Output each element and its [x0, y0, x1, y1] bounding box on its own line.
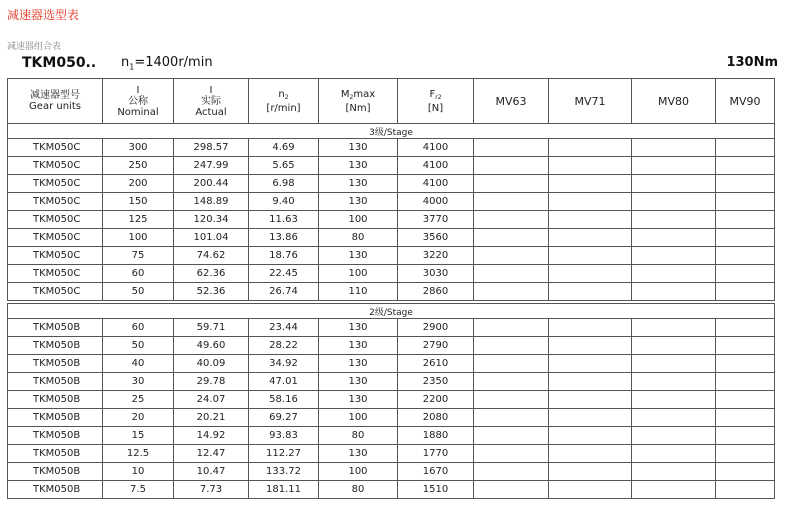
header-fr2-symbol: F: [429, 88, 436, 100]
cell-i-nominal: 25: [103, 391, 174, 409]
cell-fr2: 2900: [398, 319, 474, 337]
table-row: [8, 229, 775, 247]
cell-motor-empty: [474, 283, 549, 301]
cell-motor-empty: [716, 193, 775, 211]
header-n2: [249, 79, 319, 124]
cell-motor-empty: [474, 265, 549, 283]
input-speed: [121, 55, 213, 72]
cell-i-nominal: 100: [103, 229, 174, 247]
cell-motor-empty: [632, 247, 716, 265]
cell-gear-unit: TKM050C: [8, 175, 103, 193]
cell-i-actual: 62.36: [174, 265, 249, 283]
cell-fr2: 2350: [398, 373, 474, 391]
cell-i-nominal: 75: [103, 247, 174, 265]
cell-motor-empty: [549, 409, 632, 427]
table-row: [8, 157, 775, 175]
header-m2-unit: [Nm]: [345, 102, 371, 114]
cell-i-nominal: 50: [103, 283, 174, 301]
header-i-symbol: I: [136, 84, 140, 96]
cell-motor-empty: [474, 463, 549, 481]
cell-m2max: 130: [319, 355, 398, 373]
cell-motor-empty: [632, 373, 716, 391]
cell-motor-empty: [716, 283, 775, 301]
cell-gear-unit: TKM050C: [8, 139, 103, 157]
cell-gear-unit: TKM050B: [8, 337, 103, 355]
cell-fr2: 1880: [398, 427, 474, 445]
subtitle: 减速器组合表: [7, 42, 62, 52]
cell-n2: 11.63: [249, 211, 319, 229]
cell-motor-empty: [549, 373, 632, 391]
cell-fr2: 4100: [398, 139, 474, 157]
cell-motor-empty: [632, 355, 716, 373]
cell-fr2: 2080: [398, 409, 474, 427]
cell-fr2: 1510: [398, 481, 474, 499]
cell-n2: 112.27: [249, 445, 319, 463]
cell-m2max: 100: [319, 211, 398, 229]
cell-n2: 93.83: [249, 427, 319, 445]
table-row: [8, 175, 775, 193]
cell-motor-empty: [474, 193, 549, 211]
cell-fr2: 2790: [398, 337, 474, 355]
cell-motor-empty: [632, 319, 716, 337]
cell-i-actual: 20.21: [174, 409, 249, 427]
cell-motor-empty: [716, 139, 775, 157]
cell-i-nominal: 125: [103, 211, 174, 229]
cell-motor-empty: [632, 229, 716, 247]
cell-motor-empty: [549, 481, 632, 499]
header-mv71: MV71: [549, 79, 632, 124]
selection-table: [7, 78, 775, 499]
cell-n2: 34.92: [249, 355, 319, 373]
cell-i-nominal: 40: [103, 355, 174, 373]
cell-fr2: 4100: [398, 175, 474, 193]
header-mv80: MV80: [632, 79, 716, 124]
cell-motor-empty: [716, 445, 775, 463]
cell-m2max: 80: [319, 481, 398, 499]
cell-n2: 23.44: [249, 319, 319, 337]
header-nominal-en: Nominal: [117, 106, 159, 118]
cell-i-actual: 49.60: [174, 337, 249, 355]
cell-gear-unit: TKM050B: [8, 319, 103, 337]
cell-motor-empty: [474, 445, 549, 463]
cell-n2: 47.01: [249, 373, 319, 391]
cell-gear-unit: TKM050C: [8, 247, 103, 265]
cell-motor-empty: [716, 265, 775, 283]
cell-gear-unit: TKM050C: [8, 211, 103, 229]
cell-motor-empty: [632, 391, 716, 409]
cell-motor-empty: [549, 157, 632, 175]
cell-motor-empty: [549, 319, 632, 337]
cell-m2max: 130: [319, 247, 398, 265]
table-row: [8, 463, 775, 481]
speed-symbol: n: [121, 55, 130, 70]
cell-m2max: 80: [319, 427, 398, 445]
cell-m2max: 130: [319, 157, 398, 175]
stage-section-row: [8, 124, 775, 139]
cell-fr2: 2200: [398, 391, 474, 409]
cell-motor-empty: [474, 247, 549, 265]
cell-motor-empty: [549, 193, 632, 211]
cell-motor-empty: [549, 211, 632, 229]
table-row: [8, 193, 775, 211]
cell-n2: 13.86: [249, 229, 319, 247]
cell-motor-empty: [474, 175, 549, 193]
cell-i-actual: 59.71: [174, 319, 249, 337]
cell-n2: 181.11: [249, 481, 319, 499]
header-fr2-unit: [N]: [427, 102, 444, 114]
cell-i-nominal: 12.5: [103, 445, 174, 463]
model-code: TKM050..: [22, 55, 97, 71]
header-m2-suffix: max: [353, 88, 376, 100]
cell-n2: 26.74: [249, 283, 319, 301]
cell-motor-empty: [549, 427, 632, 445]
cell-i-actual: 10.47: [174, 463, 249, 481]
cell-m2max: 130: [319, 319, 398, 337]
cell-i-actual: 29.78: [174, 373, 249, 391]
table-header-row: [8, 79, 775, 124]
cell-motor-empty: [549, 283, 632, 301]
cell-motor-empty: [716, 247, 775, 265]
cell-motor-empty: [716, 157, 775, 175]
cell-motor-empty: [632, 409, 716, 427]
cell-motor-empty: [632, 283, 716, 301]
cell-fr2: 4100: [398, 157, 474, 175]
cell-motor-empty: [474, 373, 549, 391]
cell-motor-empty: [716, 463, 775, 481]
cell-m2max: 130: [319, 175, 398, 193]
cell-motor-empty: [716, 319, 775, 337]
cell-fr2: 3770: [398, 211, 474, 229]
cell-i-actual: 200.44: [174, 175, 249, 193]
table-row: [8, 355, 775, 373]
cell-m2max: 130: [319, 391, 398, 409]
cell-i-actual: 74.62: [174, 247, 249, 265]
stage-section-row: [8, 304, 775, 319]
cell-fr2: 1670: [398, 463, 474, 481]
header-fr2-sub: r2: [435, 93, 442, 101]
table-row: [8, 481, 775, 499]
cell-i-nominal: 150: [103, 193, 174, 211]
table-row: [8, 391, 775, 409]
cell-motor-empty: [474, 157, 549, 175]
cell-m2max: 130: [319, 373, 398, 391]
cell-m2max: 100: [319, 409, 398, 427]
cell-fr2: 2860: [398, 283, 474, 301]
cell-m2max: 130: [319, 193, 398, 211]
cell-motor-empty: [549, 445, 632, 463]
stage-label: 3级/Stage: [8, 124, 775, 139]
cell-motor-empty: [474, 409, 549, 427]
cell-motor-empty: [716, 409, 775, 427]
table-row: [8, 265, 775, 283]
cell-motor-empty: [632, 463, 716, 481]
table-row: [8, 211, 775, 229]
header-i-actual: [174, 79, 249, 124]
cell-motor-empty: [474, 481, 549, 499]
table-row: [8, 427, 775, 445]
cell-motor-empty: [474, 337, 549, 355]
cell-i-nominal: 200: [103, 175, 174, 193]
cell-motor-empty: [632, 445, 716, 463]
cell-motor-empty: [716, 355, 775, 373]
cell-motor-empty: [549, 391, 632, 409]
cell-motor-empty: [632, 157, 716, 175]
cell-fr2: 1770: [398, 445, 474, 463]
cell-motor-empty: [474, 391, 549, 409]
cell-i-actual: 52.36: [174, 283, 249, 301]
cell-i-actual: 24.07: [174, 391, 249, 409]
cell-n2: 4.69: [249, 139, 319, 157]
cell-gear-unit: TKM050B: [8, 445, 103, 463]
cell-motor-empty: [716, 175, 775, 193]
cell-motor-empty: [716, 427, 775, 445]
header-i-nominal: [103, 79, 174, 124]
cell-gear-unit: TKM050C: [8, 157, 103, 175]
table-row: [8, 319, 775, 337]
cell-i-actual: 101.04: [174, 229, 249, 247]
cell-motor-empty: [549, 139, 632, 157]
cell-i-nominal: 60: [103, 319, 174, 337]
cell-i-nominal: 20: [103, 409, 174, 427]
cell-m2max: 130: [319, 445, 398, 463]
table-row: [8, 445, 775, 463]
cell-motor-empty: [474, 211, 549, 229]
cell-i-nominal: 15: [103, 427, 174, 445]
header-n2-unit: [r/min]: [266, 102, 301, 114]
cell-gear-unit: TKM050B: [8, 391, 103, 409]
cell-motor-empty: [632, 193, 716, 211]
header-mv63: MV63: [474, 79, 549, 124]
cell-i-actual: 120.34: [174, 211, 249, 229]
cell-m2max: 100: [319, 463, 398, 481]
table-row: [8, 337, 775, 355]
cell-motor-empty: [632, 175, 716, 193]
cell-motor-empty: [549, 463, 632, 481]
header-m2-sub: 2: [349, 93, 354, 101]
cell-gear-unit: TKM050B: [8, 373, 103, 391]
header-n2-sub: 2: [284, 93, 289, 101]
table-row: [8, 139, 775, 157]
speed-subscript: 1: [129, 62, 135, 72]
table-row: [8, 409, 775, 427]
cell-i-actual: 40.09: [174, 355, 249, 373]
cell-motor-empty: [474, 139, 549, 157]
cell-fr2: 3030: [398, 265, 474, 283]
header-nominal-cn: 公称: [128, 95, 148, 107]
stage-label: 2级/Stage: [8, 304, 775, 319]
cell-m2max: 110: [319, 283, 398, 301]
cell-gear-unit: TKM050B: [8, 481, 103, 499]
cell-i-actual: 148.89: [174, 193, 249, 211]
cell-motor-empty: [474, 355, 549, 373]
cell-m2max: 80: [319, 229, 398, 247]
cell-motor-empty: [632, 427, 716, 445]
cell-motor-empty: [549, 355, 632, 373]
cell-i-nominal: 250: [103, 157, 174, 175]
cell-motor-empty: [474, 319, 549, 337]
cell-fr2: 4000: [398, 193, 474, 211]
cell-i-actual: 7.73: [174, 481, 249, 499]
cell-m2max: 100: [319, 265, 398, 283]
header-gear-cn: 减速器型号: [30, 90, 80, 101]
cell-i-actual: 247.99: [174, 157, 249, 175]
cell-gear-unit: TKM050C: [8, 265, 103, 283]
cell-gear-unit: TKM050B: [8, 409, 103, 427]
cell-i-actual: 12.47: [174, 445, 249, 463]
cell-motor-empty: [716, 229, 775, 247]
cell-n2: 9.40: [249, 193, 319, 211]
header-actual-en: Actual: [195, 106, 227, 118]
cell-i-nominal: 300: [103, 139, 174, 157]
table-row: [8, 283, 775, 301]
cell-motor-empty: [632, 481, 716, 499]
cell-i-nominal: 7.5: [103, 481, 174, 499]
cell-motor-empty: [549, 175, 632, 193]
cell-motor-empty: [716, 481, 775, 499]
header-fr2: [398, 79, 474, 124]
cell-motor-empty: [716, 211, 775, 229]
cell-m2max: 130: [319, 139, 398, 157]
cell-motor-empty: [549, 229, 632, 247]
cell-fr2: 3220: [398, 247, 474, 265]
page-title: 减速器选型表: [7, 8, 80, 22]
cell-i-actual: 298.57: [174, 139, 249, 157]
header-mv90: MV90: [716, 79, 775, 124]
cell-n2: 69.27: [249, 409, 319, 427]
header-m2-symbol: M: [340, 88, 350, 100]
table-body: [8, 124, 775, 499]
cell-fr2: 2610: [398, 355, 474, 373]
cell-motor-empty: [474, 427, 549, 445]
cell-gear-unit: TKM050C: [8, 193, 103, 211]
cell-n2: 18.76: [249, 247, 319, 265]
cell-motor-empty: [474, 229, 549, 247]
cell-i-nominal: 30: [103, 373, 174, 391]
cell-n2: 58.16: [249, 391, 319, 409]
cell-motor-empty: [632, 265, 716, 283]
header-n2-symbol: n: [278, 88, 285, 100]
cell-n2: 5.65: [249, 157, 319, 175]
cell-motor-empty: [716, 373, 775, 391]
cell-i-nominal: 10: [103, 463, 174, 481]
cell-motor-empty: [632, 337, 716, 355]
cell-i-nominal: 50: [103, 337, 174, 355]
cell-gear-unit: TKM050B: [8, 427, 103, 445]
header-gear-units: [8, 79, 103, 124]
rated-torque: 130Nm: [726, 55, 778, 70]
cell-motor-empty: [549, 337, 632, 355]
cell-i-actual: 14.92: [174, 427, 249, 445]
cell-m2max: 130: [319, 337, 398, 355]
header-gear-en: Gear units: [29, 101, 81, 112]
cell-n2: 28.22: [249, 337, 319, 355]
cell-motor-empty: [632, 139, 716, 157]
cell-gear-unit: TKM050B: [8, 463, 103, 481]
cell-motor-empty: [549, 247, 632, 265]
cell-motor-empty: [549, 265, 632, 283]
cell-gear-unit: TKM050B: [8, 355, 103, 373]
header-i-symbol: I: [209, 84, 213, 96]
cell-i-nominal: 60: [103, 265, 174, 283]
cell-fr2: 3560: [398, 229, 474, 247]
cell-gear-unit: TKM050C: [8, 229, 103, 247]
cell-n2: 6.98: [249, 175, 319, 193]
cell-n2: 22.45: [249, 265, 319, 283]
table-row: [8, 247, 775, 265]
cell-motor-empty: [632, 211, 716, 229]
speed-value: =1400r/min: [134, 55, 213, 70]
table-row: [8, 373, 775, 391]
header-m2max: [319, 79, 398, 124]
cell-motor-empty: [716, 391, 775, 409]
header-actual-cn: 实际: [201, 95, 221, 107]
cell-gear-unit: TKM050C: [8, 283, 103, 301]
cell-n2: 133.72: [249, 463, 319, 481]
cell-motor-empty: [716, 337, 775, 355]
